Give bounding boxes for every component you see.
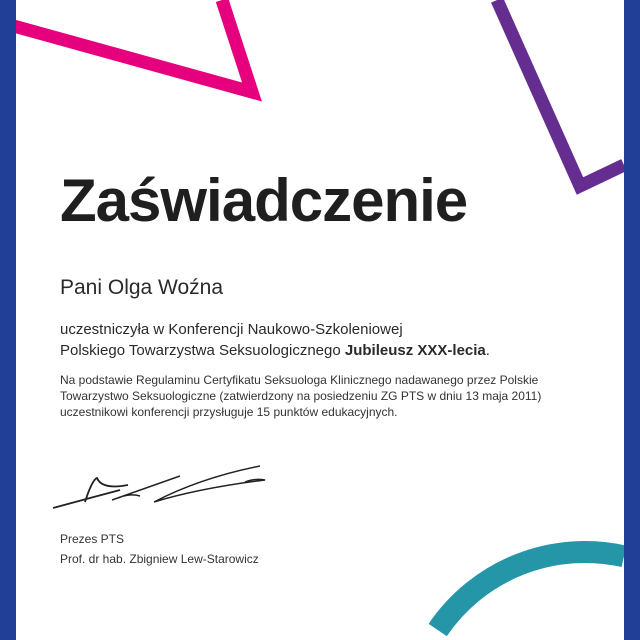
signatory-role: Prezes PTS xyxy=(60,532,125,546)
event-name: Jubileusz XXX-lecia xyxy=(344,342,486,359)
basis-line-1: Na podstawie Regulaminu Certyfikatu Seksuologa Klinicznego nadawanego przez Polskie xyxy=(60,373,539,387)
basis-text xyxy=(60,372,560,420)
right-border xyxy=(624,0,640,640)
teal-circle-shape xyxy=(438,552,624,630)
basis-line-2: Towarzystwo Seksuologiczne (zatwierdzony na posiedzeniu ZG PTS w dniu 13 maja 2011) xyxy=(60,389,542,403)
pink-triangle-shape xyxy=(10,0,252,92)
recipient-name: Pani Olga Woźna xyxy=(60,276,224,299)
participation-text xyxy=(60,319,490,361)
signatory-name: Prof. dr hab. Zbigniew Lew-Starowicz xyxy=(60,552,259,566)
signatory-block xyxy=(60,529,259,569)
participation-prefix: Polskiego Towarzystwa Seksuologicznego xyxy=(60,342,345,359)
basis-line-3: uczestnikowi konferencji przysługuje 15 punktów edukacyjnych. xyxy=(60,405,398,419)
signature-image xyxy=(50,460,280,510)
participation-line-2 xyxy=(60,340,490,361)
left-border xyxy=(0,0,16,640)
certificate-title: Zaświadczenie xyxy=(60,167,468,234)
purple-shape xyxy=(497,0,624,186)
participation-suffix: . xyxy=(485,342,490,359)
participation-line-1: uczestniczyła w Konferencji Naukowo-Szkoleniowej xyxy=(60,321,403,338)
